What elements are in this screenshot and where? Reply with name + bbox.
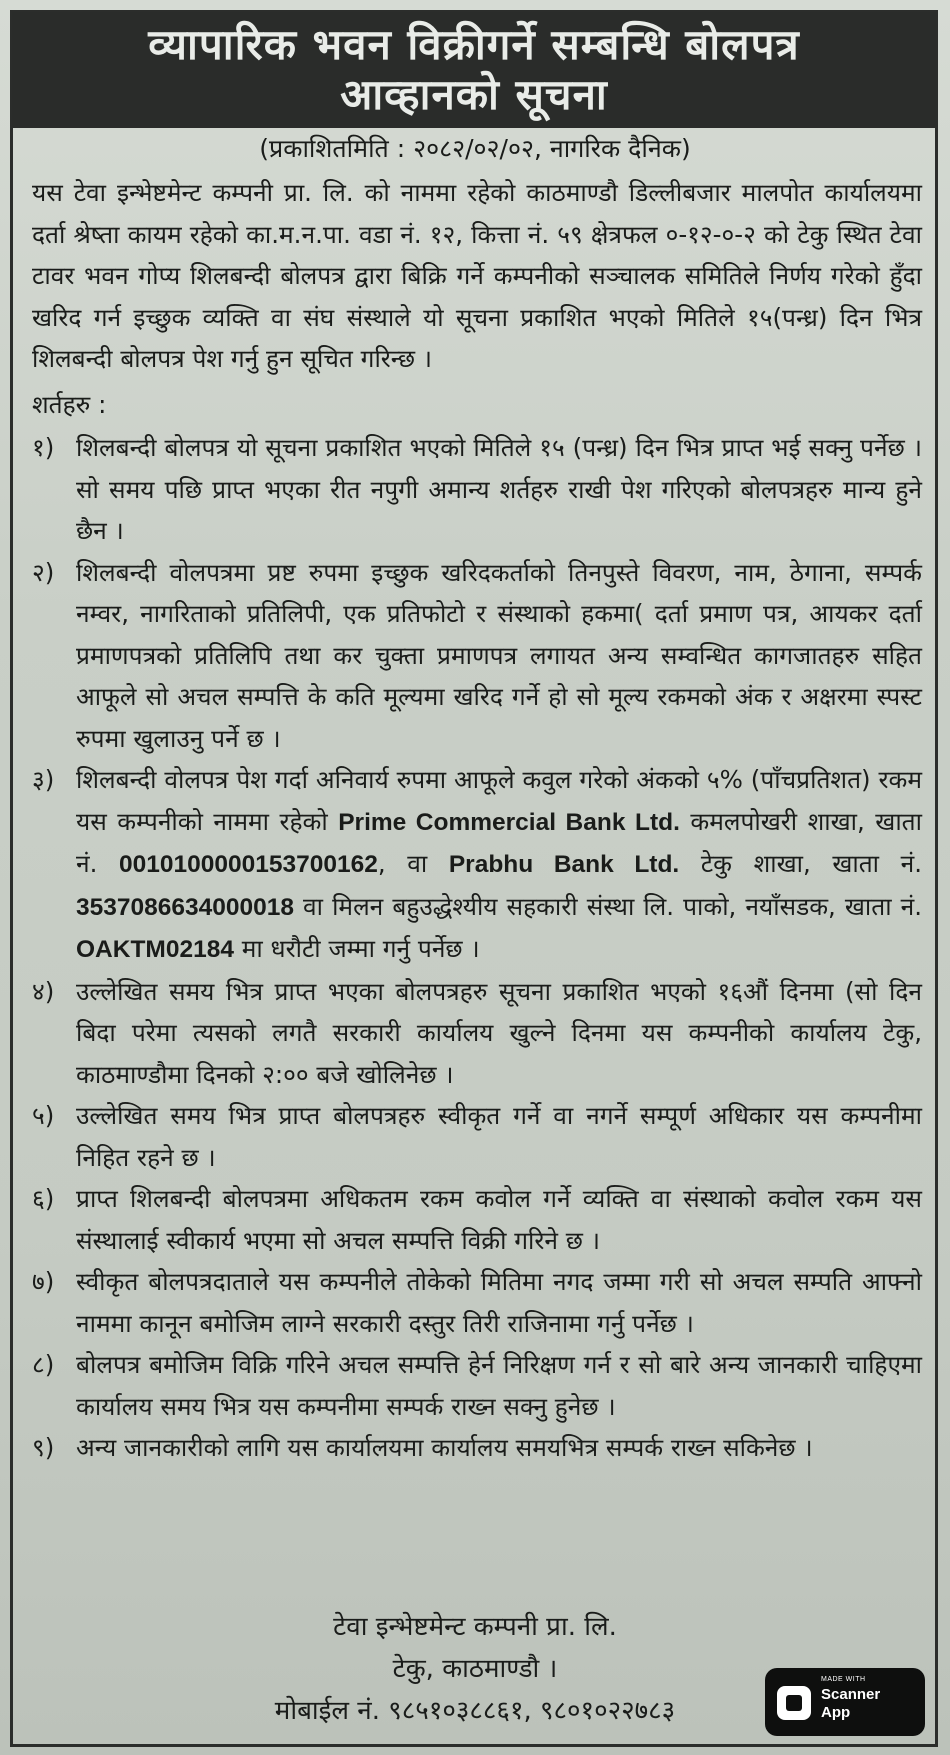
condition-item-1 bbox=[32, 427, 922, 552]
condition-item-8 bbox=[32, 1344, 922, 1427]
title-line-1: व्यापारिक भवन विक्रीगर्ने सम्बन्धि बोलपत्र bbox=[148, 20, 800, 69]
condition-text: प्राप्त शिलबन्दी बोलपत्रमा अधिकतम रकम कवोल गर्ने व्यक्ति वा संस्थाको कवोल रकम यस संस्थालाई स्वीकार्य भएमा सो अचल सम्पत्ति विक्री गरिने छ । bbox=[76, 1184, 922, 1255]
watermark-app-name: Scanner App bbox=[821, 1686, 881, 1721]
bank-name-prime: Prime Commercial Bank Ltd. bbox=[338, 808, 680, 836]
notice-body bbox=[32, 172, 922, 1469]
intro-paragraph: यस टेवा इन्भेष्टमेन्ट कम्पनी प्रा. लि. को नाममा रहेको काठमाण्डौ डिल्लीबजार मालपोत कार्यालयमा दर्ता श्रेष्ता कायम रहेको का.म.न.पा. वडा नं. १२, कित्ता नं. ५९ क्षेत्रफल ०-१२-०-२ को टेकु स्थित टेवा टावर भवन गोप्य शिलबन्दी बोलपत्र द्वारा बिक्रि गर्ने कम्पनीको सञ्चालक समितिले निर्णय गरेको हुँदा खरिद गर्न इच्छुक व्यक्ति वा संघ संस्थाले यो सूचना प्रकाशित भएको मितिले १५(पन्ध्र) दिन भित्र शिलबन्दी बोलपत्र पेश गर्नु हुन सूचित गरिन्छ । bbox=[32, 178, 922, 373]
condition-text: स्वीकृत बोलपत्रदाताले यस कम्पनीले तोकेको मितिमा नगद जम्मा गरी सो अचल सम्पति आफ्नो नाममा कानून बमोजिम लाग्ने सरकारी दस्तुर तिरी राजिनामा गर्नु पर्नेछ । bbox=[76, 1267, 922, 1338]
condition-number: ८) bbox=[32, 1350, 55, 1379]
notice-title-banner bbox=[12, 12, 936, 128]
condition-number: ९) bbox=[32, 1433, 55, 1462]
bank-name-prabhu: Prabhu Bank Ltd. bbox=[448, 851, 680, 878]
condition-3-text-part-2: कमलपोखरी शाखा, खाता नं. bbox=[76, 806, 922, 878]
condition-number: ५) bbox=[32, 1101, 55, 1130]
condition-3-text-part-6: मा धरौटी जम्मा गर्नु पर्नेछ । bbox=[233, 934, 480, 963]
condition-number: ६) bbox=[32, 1184, 55, 1213]
account-number-milan: OAKTM02184 bbox=[76, 936, 234, 963]
condition-item-6 bbox=[32, 1178, 922, 1261]
mobile-numbers: मोबाईल नं. ९८५१०३८८६१, ९८०१०२२७८३ bbox=[274, 1696, 676, 1726]
condition-item-7 bbox=[32, 1261, 922, 1344]
condition-number: ४) bbox=[32, 976, 55, 1006]
scanner-app-watermark bbox=[765, 1668, 925, 1736]
condition-3-text-part-5: वा मिलन बहुउद्धेश्यीय सहकारी संस्था लि. पाको, नयाँसडक, खाता नं. bbox=[294, 891, 922, 921]
company-address: टेकु, काठमाण्डौ । bbox=[392, 1654, 558, 1684]
condition-3-text-part-4: टेकु शाखा, खाता नं. bbox=[679, 849, 922, 878]
condition-text: उल्लेखित समय भित्र प्राप्त बोलपत्रहरु स्वीकृत गर्ने वा नगर्ने सम्पूर्ण अधिकार यस कम्पनीमा निहित रहने छ । bbox=[76, 1101, 922, 1172]
condition-number: ३) bbox=[32, 765, 55, 794]
condition-item-3 bbox=[32, 759, 922, 971]
condition-item-2 bbox=[32, 552, 922, 760]
condition-item-9 bbox=[32, 1427, 922, 1469]
scanner-app-icon bbox=[777, 1686, 811, 1720]
account-number-prabhu: 3537086634000018 bbox=[76, 893, 295, 921]
conditions-heading: शर्तहरु : bbox=[32, 389, 107, 419]
condition-item-5 bbox=[32, 1095, 922, 1178]
condition-text bbox=[76, 759, 922, 971]
watermark-made-with: MADE WITH bbox=[821, 1676, 866, 1683]
condition-3-text-part-3: , वा bbox=[377, 849, 449, 878]
condition-number: ७) bbox=[32, 1267, 55, 1296]
condition-text: अन्य जानकारीको लागि यस कार्यालयमा कार्यालय समयभित्र सम्पर्क राख्न सकिनेछ । bbox=[76, 1433, 813, 1462]
title-line-2: आव्हानको सूचना bbox=[340, 70, 608, 119]
condition-number: २) bbox=[32, 557, 55, 587]
condition-text: उल्लेखित समय भित्र प्राप्त भएका बोलपत्रहरु सूचना प्रकाशित भएको १६औं दिनमा (सो दिन बिदा परेमा त्यसको लगतै सरकारी कार्यालय खुल्ने दिनमा यस कम्पनीको कार्यालय टेकु, काठमाण्डौमा दिनको २:०० बजे खोलिनेछ । bbox=[76, 976, 922, 1089]
publication-date: (प्रकाशितमिति : २०८२/०२/०२, नागरिक दैनिक) bbox=[259, 134, 691, 163]
condition-item-4 bbox=[32, 971, 922, 1096]
condition-text: बोलपत्र बमोजिम विक्रि गरिने अचल सम्पत्ति हेर्न निरिक्षण गर्न र सो बारे अन्य जानकारी चाहिएमा कार्यालय समय भित्र यस कम्पनीमा सम्पर्क राख्न सक्नु हुनेछ । bbox=[76, 1350, 922, 1421]
condition-text: शिलबन्दी बोलपत्र यो सूचना प्रकाशित भएको मितिले १५ (पन्ध्र) दिन भित्र प्राप्त भई सक्नु पर्नेछ । सो समय पछि प्राप्त भएका रीत नपुगी अमान्य शर्तहरु राखी पेश गरिएको बोलपत्रहरु मान्य हुने छैन । bbox=[76, 433, 922, 545]
condition-3-text-part-1: शिलबन्दी वोलपत्र पेश गर्दा अनिवार्य रुपमा आफूले कवुल गरेको अंकको ५% (पाँचप्रतिशत) रकम यस कम्पनीको नाममा रहेको bbox=[76, 765, 922, 836]
condition-number: १) bbox=[32, 433, 55, 462]
account-number-prime: 0010100000153700162 bbox=[118, 851, 378, 878]
condition-text: शिलबन्दी वोलपत्रमा प्रष्ट रुपमा इच्छुक खरिदकर्ताको तिनपुस्ते विवरण, नाम, ठेगाना, सम्पर्क नम्वर, नागरिताको प्रतिलिपी, एक प्रतिफोटो र संस्थाको हकमा( दर्ता प्रमाण पत्र, आयकर दर्ता प्रमाणपत्रको प्रतिलिपि तथा कर चुक्ता प्रमाणपत्र लगायत अन्य सम्वन्धित कागजातहरु सहित आफूले सो अचल सम्पत्ति के कति मूल्यमा खरिद गर्ने हो सो मूल्य रकमको अंक र अक्षरमा स्पस्ट रुपमा खुलाउनु पर्ने छ । bbox=[76, 557, 922, 753]
company-name: टेवा इन्भेष्टमेन्ट कम्पनी प्रा. लि. bbox=[333, 1612, 617, 1642]
